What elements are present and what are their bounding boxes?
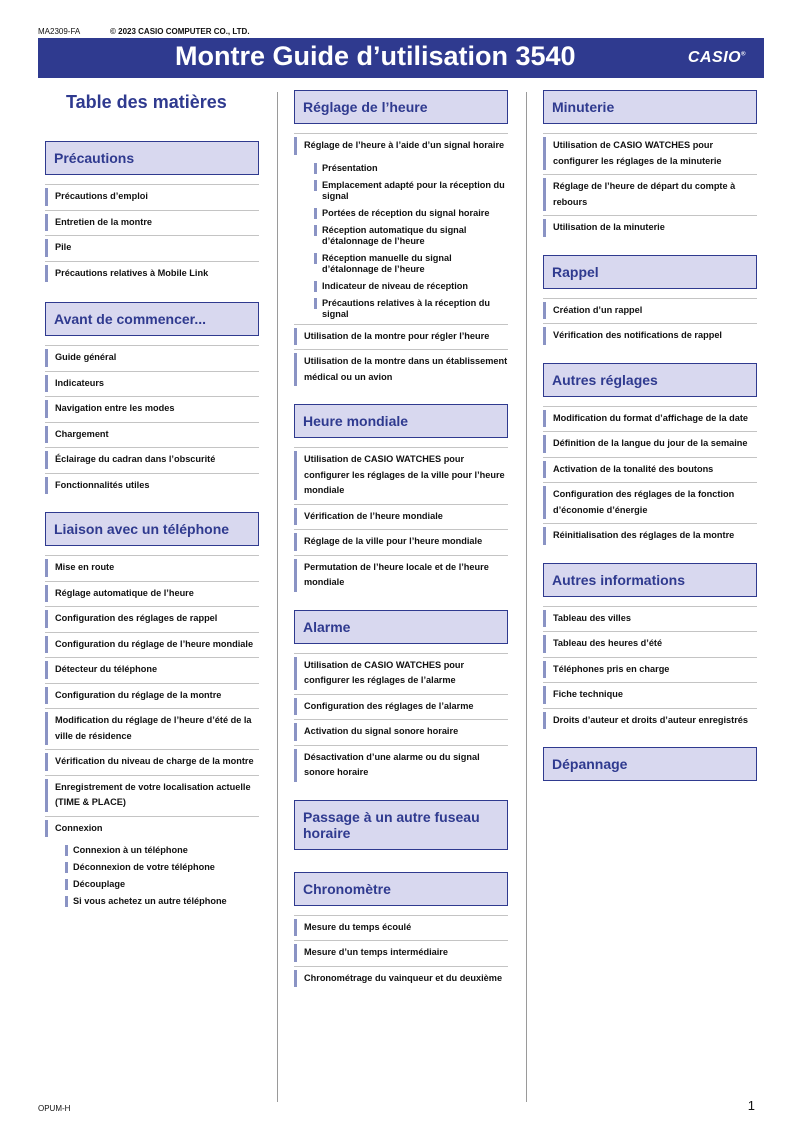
toc-link[interactable]: Mesure d’un temps intermédiaire xyxy=(294,940,508,966)
toc-sublink[interactable]: Découplage xyxy=(45,877,259,892)
toc-link[interactable]: Réglage automatique de l’heure xyxy=(45,581,259,607)
toc-link[interactable]: Enregistrement de votre localisation actuelle (TIME & PLACE) xyxy=(45,775,259,816)
toc-link[interactable]: Tableau des heures d’été xyxy=(543,631,757,657)
toc-link[interactable]: Configuration des réglages de rappel xyxy=(45,606,259,632)
footer-code: OPUM-H xyxy=(38,1104,71,1113)
page-title: Montre Guide d’utilisation 3540 xyxy=(175,41,576,71)
section-title[interactable]: Minuterie xyxy=(543,90,757,124)
section-title[interactable]: Alarme xyxy=(294,610,508,644)
toc-sublink[interactable]: Si vous achetez un autre téléphone xyxy=(45,894,259,909)
section-title[interactable]: Dépannage xyxy=(543,747,757,781)
toc-sublink[interactable]: Précautions relatives à la réception du signal xyxy=(294,296,508,322)
toc-link[interactable]: Chronométrage du vainqueur et du deuxième xyxy=(294,966,508,992)
section-avant xyxy=(45,302,259,498)
toc-link[interactable]: Permutation de l’heure locale et de l’heure mondiale xyxy=(294,555,508,596)
toc-link[interactable]: Mise en route xyxy=(45,555,259,581)
section-title[interactable]: Réglage de l’heure xyxy=(294,90,508,124)
toc-sublink[interactable]: Emplacement adapté pour la réception du signal xyxy=(294,178,508,204)
section-title[interactable]: Chronomètre xyxy=(294,872,508,906)
page-number: 1 xyxy=(747,1098,755,1113)
toc-link[interactable]: Configuration du réglage de l’heure mondiale xyxy=(45,632,259,658)
section-depannage xyxy=(543,747,757,781)
toc-link[interactable]: Activation du signal sonore horaire xyxy=(294,719,508,745)
toc-sublink[interactable]: Connexion à un téléphone xyxy=(45,843,259,858)
toc-link[interactable]: Fonctionnalités utiles xyxy=(45,473,259,499)
toc-link[interactable]: Pile xyxy=(45,235,259,261)
column-divider xyxy=(526,92,527,1102)
toc-link[interactable]: Création d’un rappel xyxy=(543,298,757,324)
section-title[interactable]: Rappel xyxy=(543,255,757,289)
toc-link[interactable]: Précautions relatives à Mobile Link xyxy=(45,261,259,287)
section-heure-mondiale xyxy=(294,404,508,596)
toc-column-1 xyxy=(45,90,259,911)
column-divider xyxy=(277,92,278,1102)
toc-link[interactable]: Guide général xyxy=(45,345,259,371)
toc-link[interactable]: Modification du réglage de l’heure d’été de la ville de résidence xyxy=(45,708,259,749)
section-chrono xyxy=(294,872,508,992)
section-precautions xyxy=(45,141,259,286)
section-rappel xyxy=(543,255,757,349)
toc-link[interactable]: Vérification du niveau de charge de la montre xyxy=(45,749,259,775)
toc-link[interactable]: Utilisation de CASIO WATCHES pour configurer les réglages de la minuterie xyxy=(543,133,757,174)
toc-link[interactable]: Droits d’auteur et droits d’auteur enregistrés xyxy=(543,708,757,734)
toc-link[interactable]: Indicateurs xyxy=(45,371,259,397)
toc-link[interactable]: Mesure du temps écoulé xyxy=(294,915,508,941)
toc-link[interactable]: Utilisation de CASIO WATCHES pour configurer les réglages de la ville pour l’heure mondiale xyxy=(294,447,508,504)
toc-link[interactable]: Configuration des réglages de l’alarme xyxy=(294,694,508,720)
toc-sublink[interactable]: Réception automatique du signal d’étalonnage de l’heure xyxy=(294,223,508,249)
toc-link[interactable]: Connexion xyxy=(45,816,259,842)
toc-link[interactable]: Réglage de l’heure à l’aide d’un signal horaire xyxy=(294,133,508,159)
section-alarme xyxy=(294,610,508,786)
toc-link[interactable]: Utilisation de CASIO WATCHES pour configurer les réglages de l’alarme xyxy=(294,653,508,694)
section-reglage xyxy=(294,90,508,390)
toc-link[interactable]: Définition de la langue du jour de la semaine xyxy=(543,431,757,457)
section-title[interactable]: Heure mondiale xyxy=(294,404,508,438)
section-autres-infos xyxy=(543,563,757,734)
section-title[interactable]: Avant de commencer... xyxy=(45,302,259,336)
section-fuseau xyxy=(294,800,508,850)
toc-title: Table des matières xyxy=(66,92,227,112)
section-title[interactable]: Liaison avec un téléphone xyxy=(45,512,259,546)
toc-sublink[interactable]: Réception manuelle du signal d’étalonnage de l’heure xyxy=(294,251,508,277)
toc-link[interactable]: Tableau des villes xyxy=(543,606,757,632)
toc-link[interactable]: Éclairage du cadran dans l’obscurité xyxy=(45,447,259,473)
toc-sublink[interactable]: Présentation xyxy=(294,161,508,176)
toc-link[interactable]: Détecteur du téléphone xyxy=(45,657,259,683)
toc-link[interactable]: Précautions d’emploi xyxy=(45,184,259,210)
toc-sublink[interactable]: Déconnexion de votre téléphone xyxy=(45,860,259,875)
toc-link[interactable]: Configuration des réglages de la fonction d’économie d’énergie xyxy=(543,482,757,523)
section-title[interactable]: Passage à un autre fuseau horaire xyxy=(294,800,508,850)
toc-link[interactable]: Fiche technique xyxy=(543,682,757,708)
section-autres-reglages xyxy=(543,363,757,549)
section-minuterie xyxy=(543,90,757,241)
doc-code: MA2309-FA xyxy=(38,27,81,36)
copyright: © 2023 CASIO COMPUTER CO., LTD. xyxy=(110,27,250,36)
toc-link[interactable]: Vérification des notifications de rappel xyxy=(543,323,757,349)
toc-link[interactable]: Configuration du réglage de la montre xyxy=(45,683,259,709)
toc-link[interactable]: Réinitialisation des réglages de la montre xyxy=(543,523,757,549)
toc-link[interactable]: Vérification de l’heure mondiale xyxy=(294,504,508,530)
toc-link[interactable]: Utilisation de la montre pour régler l’heure xyxy=(294,324,508,350)
doc-meta xyxy=(38,27,250,36)
toc-sublink[interactable]: Portées de réception du signal horaire xyxy=(294,206,508,221)
toc-link[interactable]: Entretien de la montre xyxy=(45,210,259,236)
toc-link[interactable]: Réglage de la ville pour l’heure mondiale xyxy=(294,529,508,555)
toc-link[interactable]: Téléphones pris en charge xyxy=(543,657,757,683)
toc-sublink[interactable]: Indicateur de niveau de réception xyxy=(294,279,508,294)
toc-link[interactable]: Réglage de l’heure de départ du compte à rebours xyxy=(543,174,757,215)
toc-link[interactable]: Utilisation de la minuterie xyxy=(543,215,757,241)
toc-link[interactable]: Activation de la tonalité des boutons xyxy=(543,457,757,483)
toc-link[interactable]: Utilisation de la montre dans un établissement médical ou un avion xyxy=(294,349,508,390)
section-title[interactable]: Autres réglages xyxy=(543,363,757,397)
toc-link[interactable]: Modification du format d’affichage de la date xyxy=(543,406,757,432)
toc-link[interactable]: Chargement xyxy=(45,422,259,448)
toc-link[interactable]: Désactivation d’une alarme ou du signal sonore horaire xyxy=(294,745,508,786)
toc-column-3 xyxy=(543,90,757,790)
title-banner xyxy=(38,38,764,78)
section-title[interactable]: Autres informations xyxy=(543,563,757,597)
toc-link[interactable]: Navigation entre les modes xyxy=(45,396,259,422)
section-title[interactable]: Précautions xyxy=(45,141,259,175)
casio-logo: CASIO® xyxy=(687,49,746,66)
section-liaison xyxy=(45,512,259,909)
toc-column-2 xyxy=(294,90,508,991)
